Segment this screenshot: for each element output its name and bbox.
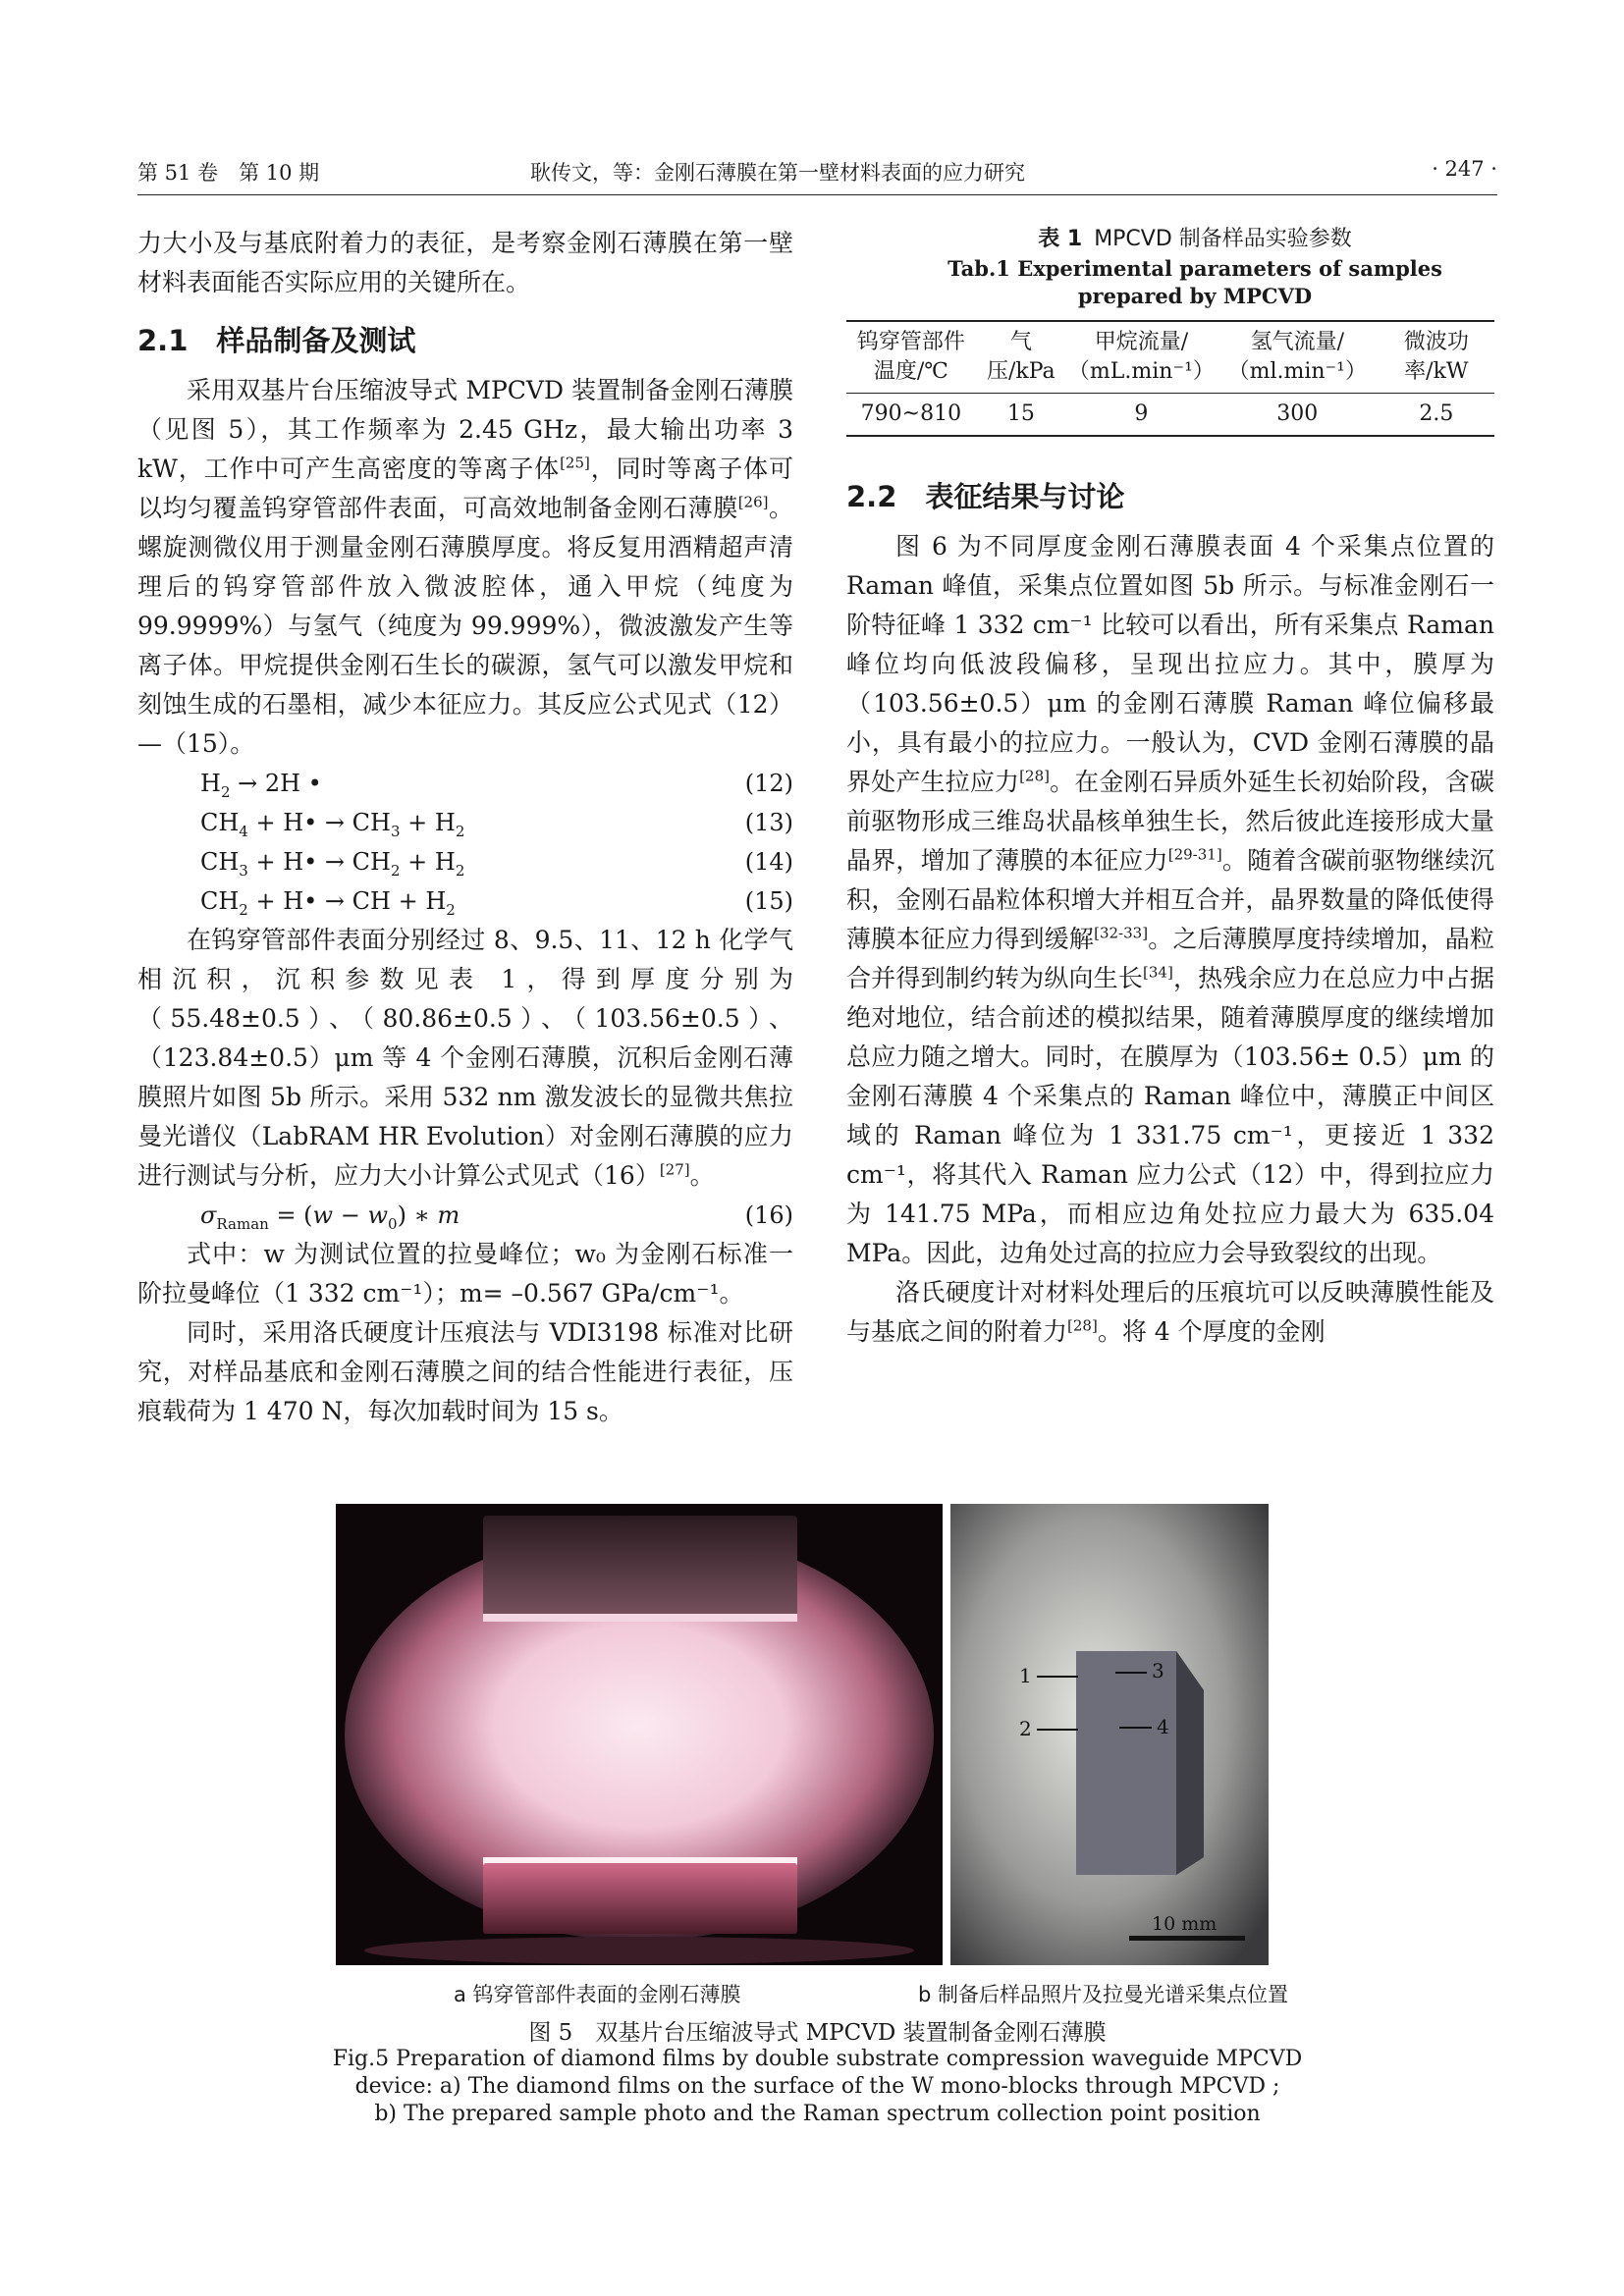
- equation-16: $\sigma_{Raman} = (w - w_0)$ ∗ m (16): [200, 1201, 793, 1233]
- subfigure-caption-b: b 制备后样品照片及拉曼光谱采集点位置: [918, 1983, 1289, 2006]
- scale-bar-label: 10 mm: [1152, 1913, 1218, 1935]
- paragraph: 洛氏硬度计对材料处理后的压痕坑可以反映薄膜性能及与基底之间的附着力[28]。将 4 个厚度的金刚: [846, 1278, 1494, 1346]
- table-header-cell: 甲烷流量/（mL.min⁻¹）: [1067, 330, 1215, 384]
- section-heading-2-2: 2.2 表征结果与讨论: [846, 480, 1125, 513]
- section-heading-2-1: 2.1 样品制备及测试: [137, 324, 416, 357]
- article-title-header: 耿传文，等：金刚石薄膜在第一壁材料表面的应力研究: [530, 161, 1025, 185]
- paragraph: 在钨穿管部件表面分别经过 8、9.5、11、12 h 化学气相沉积，沉积参数见表 1，得到厚度分别为（55.48±0.5）、（80.86±0.5）、（103.56±0.5）、（123.84±0.5）μm 等 4 个金刚石薄膜，沉积后金刚石薄膜照片如图 5b 所示。采用 532 nm 激发波长的显微共焦拉曼光谱仪（LabRAM HR Evolution）对金刚石薄膜的应力进行测试与分析，应力大小计算公式见式（16）[27]。: [137, 926, 793, 1190]
- table-row: [846, 394, 1494, 437]
- paragraph: 同时，采用洛氏硬度计压痕法与 VDI3198 标准对比研究，对样品基底和金刚石薄膜之间的结合性能进行表征，压痕载荷为 1 470 N，每次加载时间为 15 s。: [137, 1318, 793, 1425]
- citation[interactable]: [29-31]: [1167, 845, 1222, 864]
- figure-5: [336, 1504, 1269, 1965]
- table-cell: 2.5: [1419, 401, 1454, 426]
- table-header-cell: 钨穿管部件温度/℃: [856, 330, 965, 384]
- left-column: [137, 224, 793, 1431]
- table-caption-en-2: prepared by MPCVD: [1077, 284, 1313, 308]
- equation-13: $CH_4$ + H• → $CH_3 + H_2$ (13): [200, 809, 793, 840]
- point-label-4: 4: [1157, 1715, 1169, 1738]
- table-cell: 790~810: [860, 401, 962, 426]
- point-label-2: 2: [1019, 1717, 1032, 1740]
- equation-12: $H_2 \to 2H$ • (12): [200, 770, 793, 801]
- paragraph: 式中：w 为测试位置的拉曼峰位；w₀ 为金刚石标准一阶拉曼峰位（1 332 cm⁻¹）；m= –0.567 GPa/cm⁻¹。: [137, 1240, 793, 1308]
- table-cell: 15: [1006, 401, 1035, 426]
- point-label-1: 1: [1019, 1664, 1032, 1687]
- table-caption-zh: 表 1 MPCVD 制备样品实验参数: [1038, 227, 1352, 251]
- paragraph: 图 6 为不同厚度金刚石薄膜表面 4 个采集点位置的 Raman 峰值，采集点位置如图 5b 所示。与标准金刚石一阶特征峰 1 332 cm⁻¹ 比较可以看出，所有采集点 Raman 峰位均向低波段偏移，呈现出拉应力。其中，膜厚为（103.56±0.5）μm 的金刚石薄膜 Raman 峰位偏移最小，具有最小的拉应力。一般认为，CVD 金刚石薄膜的晶界处产生拉应力[28]。在金刚石异质外延生长初始阶段，含碳前驱物形成三维岛状晶核单独生长，然后彼此连接形成大量晶界，增加了薄膜的本征应力[29-31]。随着含碳前驱物继续沉积，金刚石晶粒体积增大并相互合并，晶界数量的降低使得薄膜本征应力得到缓解[32-33]。之后薄膜厚度持续增加，晶粒合并得到制约转为纵向生长[34]，热残余应力在总应力中占据绝对地位，结合前述的模拟结果，随着薄膜厚度的继续增加总应力随之增大。同时，在膜厚为（103.56± 0.5）μm 的金刚石薄膜 4 个采集点的 Raman 峰位中，薄膜正中间区域的 Raman 峰位为 1 331.75 cm⁻¹，更接近 1 332 cm⁻¹，将其代入 Raman 应力公式（12）中，得到拉应力为 141.75 MPa，而相应边角处拉应力最大为 635.04 MPa。因此，边角处过高的拉应力会导致裂纹的出现。: [846, 532, 1494, 1267]
- table-header-cell: 氢气流量/（ml.min⁻¹）: [1227, 330, 1367, 384]
- citation[interactable]: [32-33]: [1094, 924, 1149, 942]
- citation[interactable]: [28]: [1067, 1316, 1098, 1335]
- table-header-cell: 微波功率/kW: [1403, 330, 1469, 384]
- plasma-illustration: [336, 1504, 943, 1965]
- citation[interactable]: [25]: [560, 454, 590, 472]
- citation[interactable]: [26]: [737, 493, 769, 511]
- figure-caption-en: Fig.5 Preparation of diamond films by double substrate compression waveguide MPCVD device: a) The diamond films on the surface of the W mono-blocks through MPCVD ; b) The prepared sample photo and the Raman spectrum collection point position: [332, 2047, 1303, 2126]
- paragraph: 采用双基片台压缩波导式 MPCVD 装置制备金刚石薄膜（见图 5），其工作频率为 2.45 GHz，最大输出功率 3 kW，工作中可产生高密度的等离子体[25]，同时等离子体可以均匀覆盖钨穿管部件表面，可高效地制备金刚石薄膜[26]。螺旋测微仪用于测量金刚石薄膜厚度。将反复用酒精超声清理后的钨穿管部件放入微波腔体，通入甲烷（纯度为 99.9999%）与氢气（纯度为 99.999%），微波激发产生等离子体。甲烷提供金刚石生长的碳源，氢气可以激发甲烷和刻蚀生成的石墨相，减少本征应力。其反应公式见式（12）—（15）。: [137, 376, 793, 758]
- right-column: [846, 224, 1494, 1352]
- subfigure-caption-a: a 钨穿管部件表面的金刚石薄膜: [454, 1983, 741, 2006]
- citation[interactable]: [28]: [1019, 767, 1050, 785]
- equation-15: $CH_2$ + H• → CH + $H_2$ (15): [200, 887, 793, 919]
- running-header: [137, 157, 1497, 190]
- table-caption-en-1: Tab.1 Experimental parameters of samples: [947, 256, 1442, 281]
- header-rule: [137, 194, 1497, 195]
- journal-volume: 第 51 卷 第 10 期: [137, 161, 320, 185]
- table-cell: 300: [1276, 401, 1319, 426]
- citation[interactable]: [27]: [659, 1160, 690, 1179]
- figure-caption-zh: 图 5 双基片台压缩波导式 MPCVD 装置制备金刚石薄膜: [528, 2020, 1107, 2046]
- sample-illustration: [950, 1504, 1269, 1965]
- paragraph: 力大小及与基底附着力的表征，是考察金刚石薄膜在第一壁材料表面能否实际应用的关键所在。: [137, 229, 793, 296]
- point-label-3: 3: [1152, 1659, 1164, 1682]
- sample-photo: [950, 1504, 1269, 1965]
- table-header-cell: 气压/kPa: [986, 330, 1056, 384]
- plasma-photo: [336, 1504, 943, 1965]
- page-number: · 247 ·: [1432, 157, 1497, 181]
- parameters-table: [846, 320, 1494, 437]
- equation-14: $CH_3$ + H• → $CH_2 + H_2$ (14): [200, 848, 793, 880]
- table-cell: 9: [1134, 401, 1149, 426]
- citation[interactable]: [34]: [1143, 963, 1173, 982]
